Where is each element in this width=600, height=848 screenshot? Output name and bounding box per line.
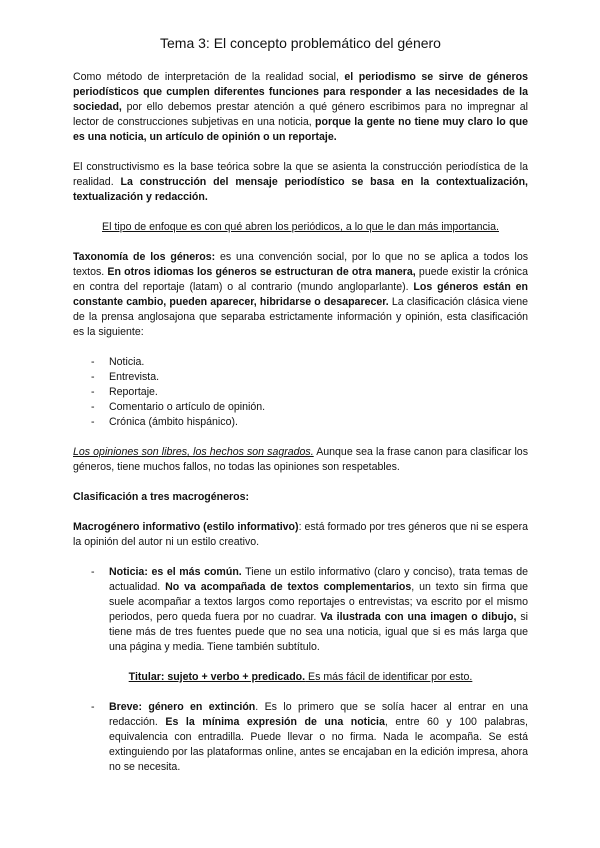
text: Como método de interpretación de la realidad social,: [73, 71, 345, 83]
text: por ello debemos prestar atención a qué género escribimos para no impregnar al lector de construcciones subjetivas en una noticia,: [73, 101, 528, 128]
list-item: - Comentario o artículo de opinión.: [91, 400, 528, 415]
bold-text: La construcción del mensaje periodístico se basa en la contextualización, textualización y redacción.: [73, 176, 528, 203]
paragraph-intro: [73, 70, 528, 145]
text: : está formado por tres géneros que ni se espera la opinión del autor ni un estilo creativo.: [73, 521, 528, 548]
paragraph-opiniones: [73, 445, 528, 475]
bold-text: el periodismo se sirve de géneros periodísticos que cumplen diferentes funciones para responder a las necesidades de la sociedad,: [73, 71, 528, 113]
bold-text: Es la mínima expresión de una noticia: [165, 716, 385, 728]
bold-text: Breve: género en extinción: [109, 701, 256, 713]
text: si tiene más de tres fuentes puede que no sea una noticia, igual que si es más larga que una página y media. Tiene también subtítulo.: [109, 611, 528, 653]
paragraph-enfoque: El tipo de enfoque es con qué abren los periódicos, a lo que le dan más importancia.: [102, 221, 499, 233]
macrogenre-list-2: [73, 700, 528, 775]
list-item-breve: [91, 700, 528, 775]
paragraph-constructivismo: [73, 160, 528, 205]
list-item-noticia: [91, 565, 528, 655]
text: es una convención social, por lo que no se aplica a todos los textos.: [73, 251, 529, 278]
list-item: - Crónica (ámbito hispánico).: [91, 415, 528, 430]
list-item: - Noticia.: [91, 355, 528, 370]
bold-text: Taxonomía de los géneros:: [73, 251, 216, 263]
text: Tiene un estilo informativo (claro y conciso), trata temas de actualidad.: [109, 566, 528, 593]
text: Es más fácil de identificar por esto.: [305, 671, 473, 683]
text: puede existir la crónica en contra del reportaje (latam) o al contrario (mundo angloparlante).: [73, 266, 528, 293]
macrogenre-list: [73, 565, 528, 655]
bold-text: Los géneros están en constante cambio, pueden aparecer, hibridarse o desaparecer.: [73, 281, 528, 308]
text: , entre 60 y 100 palabras, equivalencia con entradilla. Puede llevar o no firma. Nada le acompaña. Se está extinguiendo por las plataformas online, antes se encajaban en la edición impresa, ahora no se necesita.: [109, 716, 528, 773]
bold-text: Noticia: es el más común.: [109, 566, 242, 578]
bold-text: En otros idiomas los géneros se estructuran de otra manera,: [107, 266, 416, 278]
bold-text: Macrogénero informativo (estilo informativo): [73, 521, 299, 533]
page-title: Tema 3: El concepto problemático del género: [160, 35, 441, 51]
bold-text: Clasificación a tres macrogéneros:: [73, 491, 250, 503]
bold-text: Titular: sujeto + verbo + predicado.: [128, 671, 306, 683]
bold-text: porque la gente no tiene muy claro lo que es una noticia, un artículo de opinión o un reportaje.: [73, 116, 528, 143]
italic-quote: Los opiniones son libres, los hechos son sagrados.: [73, 446, 314, 458]
paragraph-macrogenero: [73, 520, 528, 550]
bold-text: Va ilustrada con una imagen o dibujo,: [320, 611, 517, 623]
paragraph-titular: [73, 670, 528, 685]
bold-text: No va acompañada de textos complementarios: [165, 581, 412, 593]
text: , un texto sin firma que suele acompañar a textos largos como reportajes o entrevistas; va escrito por el mismo periodos, pero queda fuera por no cuadrar.: [109, 581, 528, 623]
text: . Es lo primero que se solía hacer al entrar en una redacción.: [109, 701, 528, 728]
list-item: - Entrevista.: [91, 370, 528, 385]
text: Aunque sea la frase canon para clasificar los géneros, tiene muchos fallos, no todas las opiniones son respetables.: [73, 446, 528, 473]
text: La clasificación clásica viene de la prensa anglosajona que separaba estrictamente información y opinión, esta clasificación es la siguiente:: [73, 296, 528, 338]
paragraph-taxonomia: [73, 250, 528, 340]
section-heading: [73, 490, 528, 505]
list-item: - Reportaje.: [91, 385, 528, 400]
text: El constructivismo es la base teórica sobre la que se asienta la construcción periodística de la realidad.: [73, 161, 528, 188]
genre-list: [73, 355, 528, 430]
